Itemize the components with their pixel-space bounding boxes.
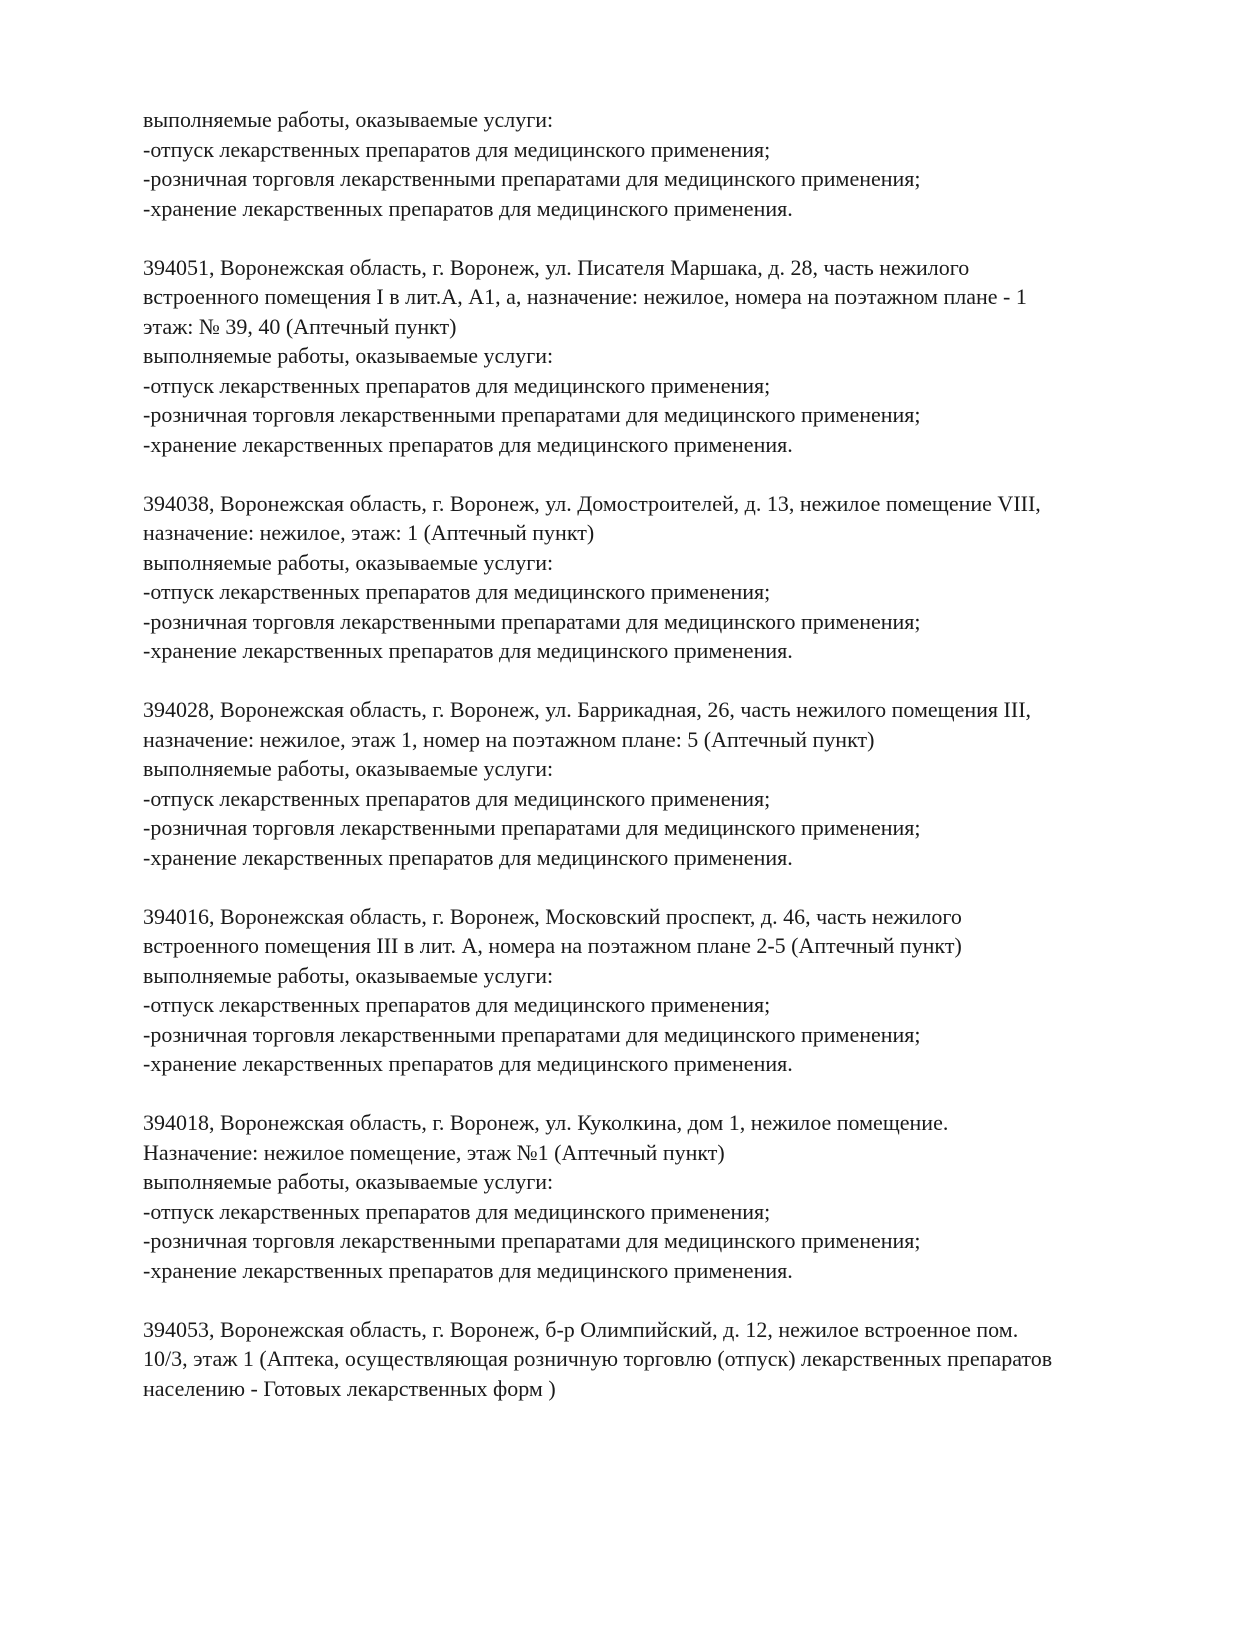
address-line: встроенного помещения III в лит. А, номера на поэтажном плане 2-5 (Аптечный пункт) — [143, 933, 962, 958]
service-item: -хранение лекарственных препаратов для медицинского применения. — [143, 195, 793, 221]
service-item: -розничная торговля лекарственными препаратами для медицинского применения; — [143, 402, 921, 427]
service-item: -отпуск лекарственных препаратов для медицинского применения; — [143, 579, 771, 604]
service-item: -розничная торговля лекарственными препаратами для медицинского применения; — [143, 166, 921, 191]
address-line: 394051, Воронежская область, г. Воронеж, ул. Писателя Маршака, д. 28, часть нежилого — [143, 254, 970, 280]
address-line: этаж: № 39, 40 (Аптечный пункт) — [143, 313, 457, 339]
pharmacy-entry — [143, 489, 1183, 666]
address-line: населению - Готовых лекарственных форм ) — [143, 1375, 556, 1401]
services-heading: выполняемые работы, оказываемые услуги: — [143, 756, 554, 781]
address-line: Назначение: нежилое помещение, этаж №1 (Аптечный пункт) — [143, 1139, 725, 1165]
services-heading: выполняемые работы, оказываемые услуги: — [143, 1169, 554, 1194]
service-item: -розничная торговля лекарственными препаратами для медицинского применения; — [143, 1228, 921, 1253]
pharmacy-entry — [143, 253, 1183, 460]
services-heading: выполняемые работы, оказываемые услуги: — [143, 962, 554, 988]
address-line: встроенного помещения I в лит.А, А1, а, назначение: нежилое, номера на поэтажном плане - 1 — [143, 284, 1027, 309]
pharmacy-entry — [143, 695, 1183, 872]
intro-services-block — [143, 105, 1183, 223]
pharmacy-entry — [143, 902, 1183, 1079]
services-heading: выполняемые работы, оказываемые услуги: — [143, 343, 554, 368]
service-item: -отпуск лекарственных препаратов для медицинского применения; — [143, 136, 771, 162]
pharmacy-entry — [143, 1108, 1183, 1285]
address-line: 394018, Воронежская область, г. Воронеж, ул. Куколкина, дом 1, нежилое помещение. — [143, 1110, 949, 1135]
service-item: -отпуск лекарственных препаратов для медицинского применения; — [143, 372, 771, 398]
address-line: 10/3, этаж 1 (Аптека, осуществляющая розничную торговлю (отпуск) лекарственных препаратов — [143, 1346, 1053, 1371]
service-item: -хранение лекарственных препаратов для медицинского применения. — [143, 1051, 793, 1076]
address-line: 394038, Воронежская область, г. Воронеж, ул. Домостроителей, д. 13, нежилое помещение VIII, — [143, 490, 1041, 516]
address-line: 394016, Воронежская область, г. Воронеж, Московский проспект, д. 46, часть нежилого — [143, 903, 962, 929]
service-item: -розничная торговля лекарственными препаратами для медицинского применения; — [143, 608, 921, 634]
address-line: 394028, Воронежская область, г. Воронеж, ул. Баррикадная, 26, часть нежилого помещения III, — [143, 697, 1032, 722]
service-item: -хранение лекарственных препаратов для медицинского применения. — [143, 638, 793, 663]
address-line: назначение: нежилое, этаж 1, номер на поэтажном плане: 5 (Аптечный пункт) — [143, 726, 875, 752]
services-heading: выполняемые работы, оказываемые услуги: — [143, 107, 554, 132]
service-item: -отпуск лекарственных препаратов для медицинского применения; — [143, 1198, 771, 1224]
service-item: -розничная торговля лекарственными препаратами для медицинского применения; — [143, 815, 921, 840]
service-item: -отпуск лекарственных препаратов для медицинского применения; — [143, 785, 771, 811]
address-line: назначение: нежилое, этаж: 1 (Аптечный пункт) — [143, 520, 595, 545]
address-line: 394053, Воронежская область, г. Воронеж, б-р Олимпийский, д. 12, нежилое встроенное пом. — [143, 1316, 1019, 1342]
service-item: -розничная торговля лекарственными препаратами для медицинского применения; — [143, 1021, 921, 1047]
service-item: -хранение лекарственных препаратов для медицинского применения. — [143, 1257, 793, 1283]
pharmacy-entry — [143, 1315, 1183, 1404]
service-item: -хранение лекарственных препаратов для медицинского применения. — [143, 844, 793, 870]
service-item: -отпуск лекарственных препаратов для медицинского применения; — [143, 992, 771, 1017]
services-heading: выполняемые работы, оказываемые услуги: — [143, 549, 554, 575]
service-item: -хранение лекарственных препаратов для медицинского применения. — [143, 431, 793, 457]
document-body — [143, 105, 1183, 1433]
